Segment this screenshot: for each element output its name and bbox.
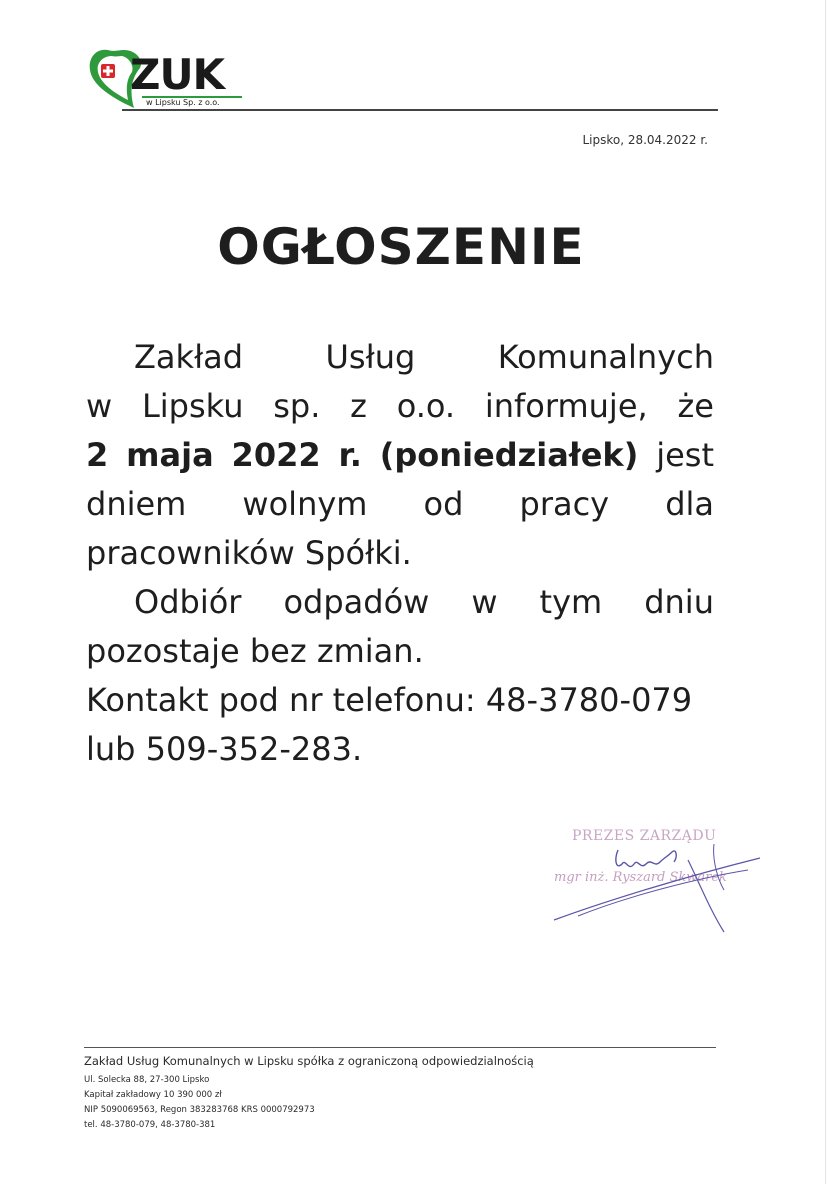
word: dla bbox=[665, 485, 714, 523]
word: pracy bbox=[519, 485, 610, 523]
document-title: OGŁOSZENIE bbox=[217, 218, 585, 276]
date-highlight: maja bbox=[126, 436, 214, 474]
word: Usług bbox=[325, 338, 416, 376]
footer-ids: NIP 5090069563, Regon 383283768 KRS 0000792973 bbox=[84, 1105, 315, 1115]
body-line bbox=[86, 578, 714, 627]
body-line bbox=[86, 382, 714, 431]
body-line bbox=[86, 480, 714, 529]
word: Komunalnych bbox=[497, 338, 714, 376]
word: Lipsku bbox=[141, 387, 244, 425]
announcement-body bbox=[86, 333, 714, 774]
stamp-role: PREZES ZARZĄDU bbox=[572, 828, 717, 844]
body-line: pracowników Spółki. bbox=[86, 534, 412, 572]
word: o.o. bbox=[396, 387, 456, 425]
logo-subtitle: w Lipsku Sp. z o.o. bbox=[146, 98, 220, 107]
contact-line: lub 509-352-283. bbox=[86, 730, 363, 768]
word: w bbox=[86, 387, 113, 425]
word: od bbox=[423, 485, 464, 523]
word: Odbiór bbox=[134, 583, 242, 621]
body-line: pozostaje bez zmian. bbox=[86, 632, 424, 670]
word: z bbox=[350, 387, 367, 425]
word: wolnym bbox=[242, 485, 368, 523]
date-highlight: 2 bbox=[86, 436, 109, 474]
word: informuje, bbox=[484, 387, 648, 425]
word: dniem bbox=[86, 485, 187, 523]
word: jest bbox=[656, 436, 714, 474]
date-highlight: r. bbox=[338, 436, 362, 474]
body-line bbox=[86, 333, 714, 382]
signature-stamp bbox=[548, 820, 768, 940]
body-line bbox=[86, 431, 714, 480]
footer bbox=[84, 1052, 724, 1133]
stamp-name: mgr inż. Ryszard Skwarek bbox=[554, 870, 727, 885]
word: że bbox=[677, 387, 714, 425]
page-edge bbox=[825, 0, 826, 1184]
handwritten-signature-icon bbox=[548, 820, 768, 940]
date-highlight: 2022 bbox=[231, 436, 321, 474]
footer-divider bbox=[84, 1047, 716, 1048]
company-logo bbox=[86, 44, 256, 114]
footer-phones: tel. 48-3780-079, 48-3780-381 bbox=[84, 1120, 216, 1130]
word: tym bbox=[539, 583, 603, 621]
word: w bbox=[471, 583, 498, 621]
header-divider bbox=[122, 109, 718, 111]
footer-company: Zakład Usług Komunalnych w Lipsku spółka z ograniczoną odpowiedzialnością bbox=[84, 1054, 534, 1068]
word: sp. bbox=[273, 387, 321, 425]
contact-line: Kontakt pod nr telefonu: 48-3780-079 bbox=[86, 681, 693, 719]
word: dniu bbox=[644, 583, 714, 621]
date-highlight: (poniedziałek) bbox=[379, 436, 639, 474]
document-date: Lipsko, 28.04.2022 r. bbox=[582, 133, 708, 147]
word: Zakład bbox=[134, 338, 244, 376]
footer-capital: Kapitał zakładowy 10 390 000 zł bbox=[84, 1090, 222, 1100]
word: odpadów bbox=[283, 583, 430, 621]
footer-address: Ul. Solecka 88, 27-300 Lipsko bbox=[84, 1075, 210, 1085]
logo-text: ZUK bbox=[130, 50, 225, 99]
